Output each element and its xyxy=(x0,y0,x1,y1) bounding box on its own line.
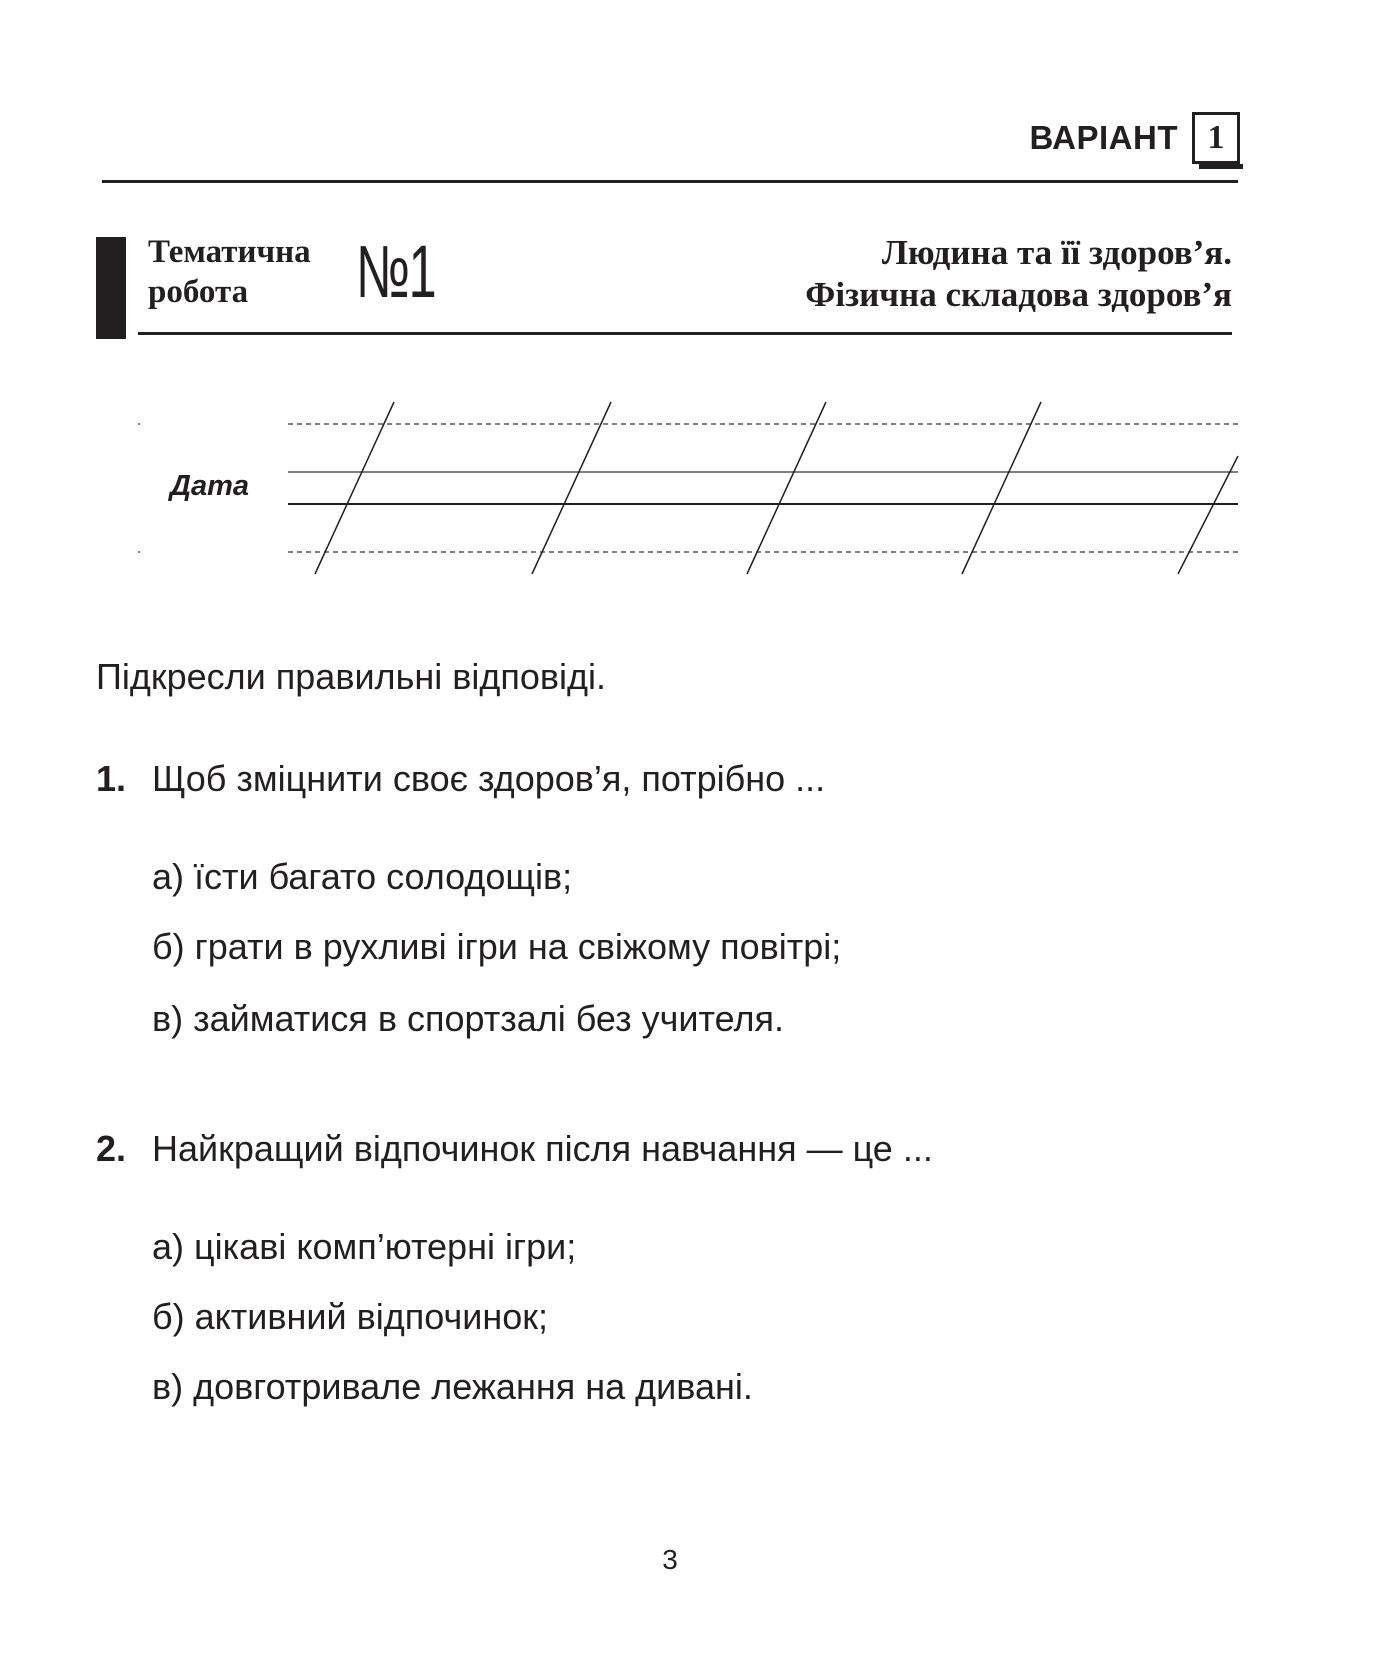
work-number: №1 xyxy=(356,230,436,313)
question-text: Щоб зміцнити своє здоров’я, потрібно ... xyxy=(152,758,826,799)
date-writing-lines[interactable] xyxy=(0,0,1378,600)
variant-number-box: 1 xyxy=(1192,112,1240,164)
question-2-option-c[interactable]: в) довготривале лежання на дивані. xyxy=(152,1366,753,1407)
date-slant-2 xyxy=(532,402,611,574)
date-slant-3 xyxy=(747,402,826,574)
thematic-line-1: Тематична xyxy=(148,234,311,270)
question-2 xyxy=(96,1128,933,1170)
thematic-line-2: робота xyxy=(148,274,249,310)
variant-label: ВАРІАНТ xyxy=(1029,119,1178,156)
date-slant-5 xyxy=(1178,456,1238,574)
page-number: 3 xyxy=(662,1544,678,1575)
question-1-option-b[interactable]: б) грати в рухливі ігри на свіжому повітрі; xyxy=(152,926,842,967)
date-slant-4 xyxy=(962,402,1041,574)
question-2-option-b[interactable]: б) активний відпочинок; xyxy=(152,1296,548,1337)
date-label: Дата xyxy=(170,470,249,502)
question-number: 1. xyxy=(96,758,127,799)
topic-line-1: Людина та її здоров’я. xyxy=(881,233,1232,272)
question-text: Найкращий відпочинок після навчання — це ... xyxy=(152,1128,933,1169)
topic-line-2: Фізична складова здоров’я xyxy=(805,275,1232,314)
question-1-option-a[interactable]: а) їсти багато солодощів; xyxy=(152,856,573,897)
date-slant-1 xyxy=(315,402,394,574)
instruction-text: Підкресли правильні відповіді. xyxy=(96,656,606,697)
question-2-option-a[interactable]: а) цікаві комп’ютерні ігри; xyxy=(152,1226,577,1267)
question-1-option-c[interactable]: в) займатися в спортзалі без учителя. xyxy=(152,998,784,1039)
question-1 xyxy=(96,758,825,800)
question-number: 2. xyxy=(96,1128,127,1169)
